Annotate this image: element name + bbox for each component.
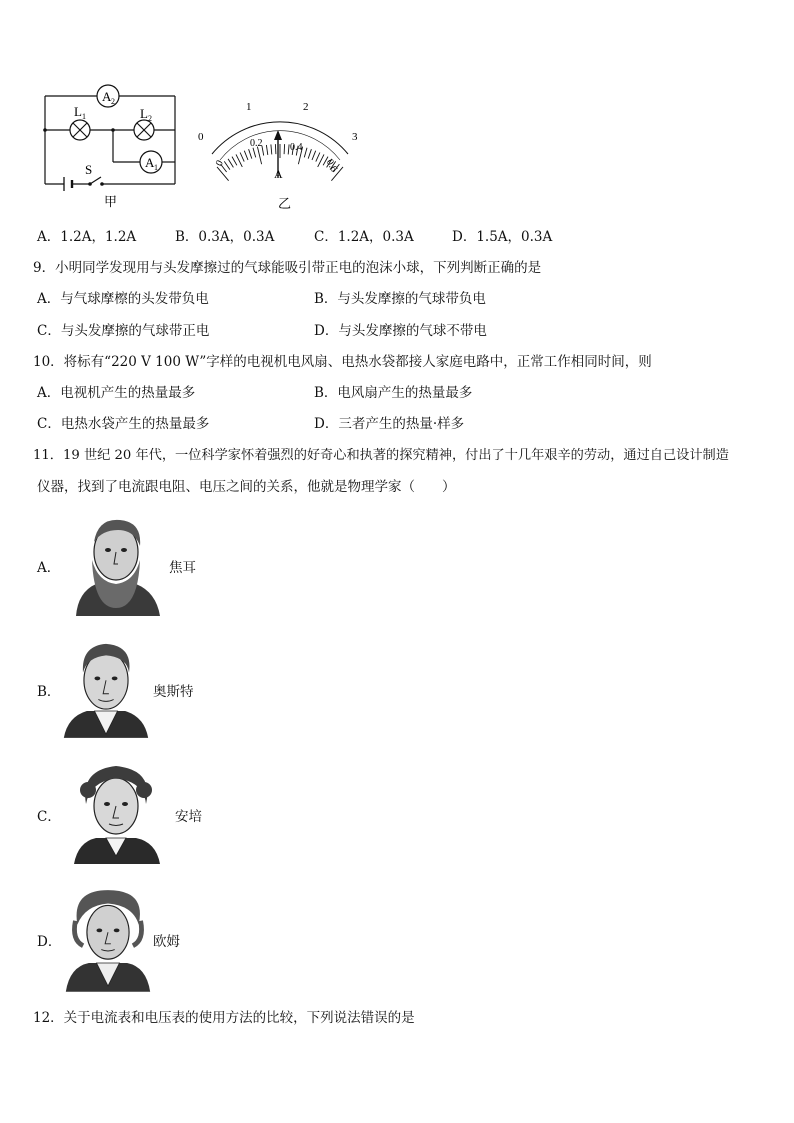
svg-text:L: L	[140, 106, 148, 121]
dial-tick	[257, 147, 261, 165]
portrait-c-image	[68, 760, 164, 864]
dial-small-0: 0	[213, 158, 226, 169]
portrait-a-image	[68, 512, 164, 616]
lamp-l1-icon	[70, 104, 90, 140]
switch-s-icon	[85, 162, 104, 186]
dial-tick	[304, 148, 307, 158]
ammeter-a2-icon	[97, 85, 119, 107]
q8-options	[37, 227, 777, 247]
q10-option-c[interactable]: C．电热水袋产生的热量最多	[37, 416, 210, 432]
dial-big-1: 1	[246, 101, 252, 113]
q8-option-c[interactable]: C．1.2A，0.3A	[314, 229, 414, 245]
dial-tick	[240, 153, 244, 162]
q9-stem: 9．小明同学发现用与头发摩擦过的气球能吸引带正电的泡沫小球，下列判断正确的是	[33, 260, 542, 276]
q9-option-d[interactable]: D．与头发摩擦的气球不带电	[314, 323, 487, 339]
svg-text:2: 2	[111, 97, 115, 106]
dial-tick	[228, 159, 233, 168]
q12-stem: 12．关于电流表和电压表的使用方法的比较，下列说法错误的是	[33, 1010, 415, 1026]
q8-option-a[interactable]: A．1.2A，1.2A	[37, 229, 137, 245]
q9-option-c[interactable]: C．与头发摩擦的气球带正电	[37, 323, 210, 339]
q9-option-b[interactable]: B．与头发摩擦的气球带负电	[314, 291, 486, 307]
dial-tick	[244, 151, 248, 160]
q11-option-c-letter[interactable]: C．	[37, 809, 61, 825]
dial-tick	[249, 149, 252, 158]
dial-small-2: 0.4	[290, 142, 303, 153]
q9-option-a[interactable]: A．与气球摩檫的头发带负电	[37, 291, 209, 307]
figure-label-jia: 甲	[104, 194, 118, 209]
portrait-d-image	[62, 884, 154, 994]
q11-option-b-letter[interactable]: B．	[37, 684, 61, 700]
q10-option-a[interactable]: A．电视机产生的热量最多	[37, 385, 196, 401]
figure-label-yi: 乙	[278, 196, 292, 211]
dial-big-3: 3	[352, 131, 358, 143]
svg-text:2: 2	[148, 114, 152, 123]
dial-tick	[316, 153, 320, 162]
q8-option-b[interactable]: B．0.3A，0.3A	[175, 229, 275, 245]
dial-tick	[253, 148, 256, 158]
battery-icon	[64, 177, 72, 191]
svg-text:1: 1	[154, 163, 158, 172]
dial-unit: A	[274, 167, 283, 181]
dial-big-2: 2	[303, 101, 309, 113]
svg-text:1: 1	[82, 112, 86, 121]
dial-tick	[284, 144, 285, 154]
svg-text:A: A	[102, 89, 112, 104]
dial-tick	[266, 145, 267, 155]
portrait-b-image	[60, 636, 152, 740]
dial-tick	[217, 167, 229, 181]
dial-tick	[308, 149, 311, 158]
q10-stem: 10．将标有“220 V 100 W”字样的电视机电风扇、电热水袋都接人家庭电路中，正常工作相同时间，则	[33, 354, 652, 370]
q11-option-b-name: 奥斯特	[153, 684, 194, 700]
svg-text:A: A	[145, 155, 155, 170]
ammeter-dial-yi	[190, 94, 370, 214]
circuit-diagram-jia	[38, 84, 183, 214]
dial-big-0: 0	[198, 131, 204, 143]
dial-tick	[271, 144, 272, 154]
q11-option-a-letter[interactable]: A．	[37, 560, 61, 576]
lamp-l2-icon	[134, 106, 154, 140]
q10-option-b[interactable]: B．电风扇产生的热量最多	[314, 385, 473, 401]
dial-tick	[288, 144, 289, 154]
q10-option-d[interactable]: D．三者产生的热量·样多	[314, 416, 465, 432]
dial-tick	[312, 151, 316, 160]
dial-tick	[232, 157, 237, 166]
dial-small-3: 0.6	[323, 157, 340, 174]
q11-option-d-name: 欧姆	[153, 934, 180, 950]
q11-option-d-letter[interactable]: D．	[37, 934, 62, 950]
q11-option-c-name: 安培	[175, 809, 202, 825]
dial-tick	[275, 144, 276, 154]
svg-text:L: L	[74, 104, 82, 119]
q8-option-d[interactable]: D．1.5A，0.3A	[452, 229, 553, 245]
q11-stem-line2: 仪器，找到了电流跟电阻、电压之间的关系，他就是物理学家（ ）	[37, 479, 456, 495]
svg-text:S: S	[85, 162, 93, 177]
dial-small-1: 0.2	[250, 138, 263, 149]
q11-stem-line1: 11．19 世纪 20 年代，一位科学家怀着强烈的好奇心和执著的探究精神，付出了十几年艰辛的劳动，通过自己设计制造	[33, 448, 729, 463]
q11-option-a-name: 焦耳	[169, 560, 196, 576]
ammeter-a1-icon	[140, 151, 162, 173]
dial-tick	[224, 161, 230, 169]
